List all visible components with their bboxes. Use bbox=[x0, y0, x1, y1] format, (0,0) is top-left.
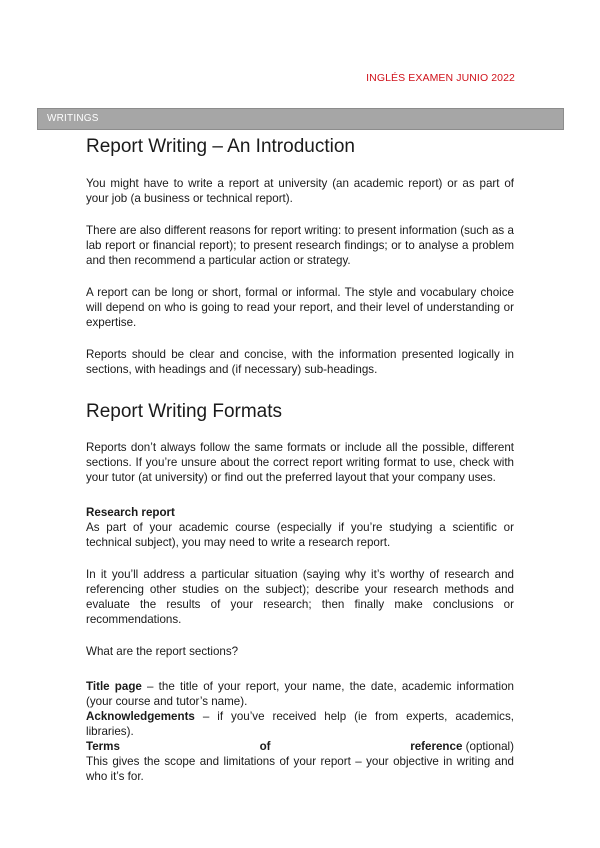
item-title-page bbox=[86, 679, 514, 709]
research-paragraph-2: In it you’ll address a particular situation (saying why it’s worthy of research and referencing other studies on the subject); describe your research methods and evaluate the results of your research; then finally make conclusions or recommendations. bbox=[86, 568, 514, 626]
section-bar bbox=[37, 108, 564, 130]
item-terms-of-reference bbox=[86, 739, 514, 754]
research-paragraph-1: As part of your academic course (especially if you’re studying a scientific or technical subject), you may need to write a research report. bbox=[86, 521, 514, 549]
intro-paragraph-3: A report can be long or short, formal or informal. The style and vocabulary choice will depend on who is going to read your report, and their level of understanding or expertise. bbox=[86, 286, 514, 329]
acknowledgements-label: Acknowledgements bbox=[86, 710, 195, 723]
section-title-formats: Report Writing Formats bbox=[86, 401, 283, 422]
terms-word-3-group bbox=[410, 739, 514, 754]
page-title: Report Writing – An Introduction bbox=[86, 136, 355, 157]
intro-paragraph-1: You might have to write a report at university (an academic report) or as part of your job (a business or technical report). bbox=[86, 177, 514, 205]
terms-text: This gives the scope and limitations of your report – your objective in writing and who it’s for. bbox=[86, 755, 514, 783]
sections-question: What are the report sections? bbox=[86, 645, 239, 658]
formats-paragraph: Reports don’t always follow the same formats or include all the possible, different sections. If you’re unsure about the correct report writing format to use, check with your tutor (at university) or find out the preferred layout that your company uses. bbox=[86, 441, 514, 484]
terms-word-3: reference bbox=[410, 740, 463, 753]
terms-word-1: Terms bbox=[86, 740, 120, 753]
document-body bbox=[86, 134, 514, 784]
research-report-heading: Research report bbox=[86, 506, 175, 519]
intro-paragraph-4: Reports should be clear and concise, with the information presented logically in sections, with headings and (if necessary) sub-headings. bbox=[86, 348, 514, 376]
research-report-block bbox=[86, 505, 514, 627]
title-page-label: Title page bbox=[86, 680, 142, 693]
terms-optional: (optional) bbox=[462, 740, 514, 753]
title-page-text: – the title of your report, your name, the date, academic information (your course and tutor’s name). bbox=[86, 680, 515, 708]
exam-header-note: INGLÉS EXAMEN JUNIO 2022 bbox=[366, 72, 515, 84]
terms-word-2: of bbox=[259, 740, 271, 753]
acknowledgements-text: – if you’ve received help (ie from experts, academics, libraries). bbox=[86, 710, 514, 738]
intro-paragraph-2: There are also different reasons for report writing: to present information (such as a lab report or financial report); to present research findings; or to analyse a problem and then recommend a particular action or strategy. bbox=[86, 224, 514, 267]
section-bar-label: WRITINGS bbox=[47, 113, 99, 124]
item-acknowledgements bbox=[86, 709, 514, 739]
